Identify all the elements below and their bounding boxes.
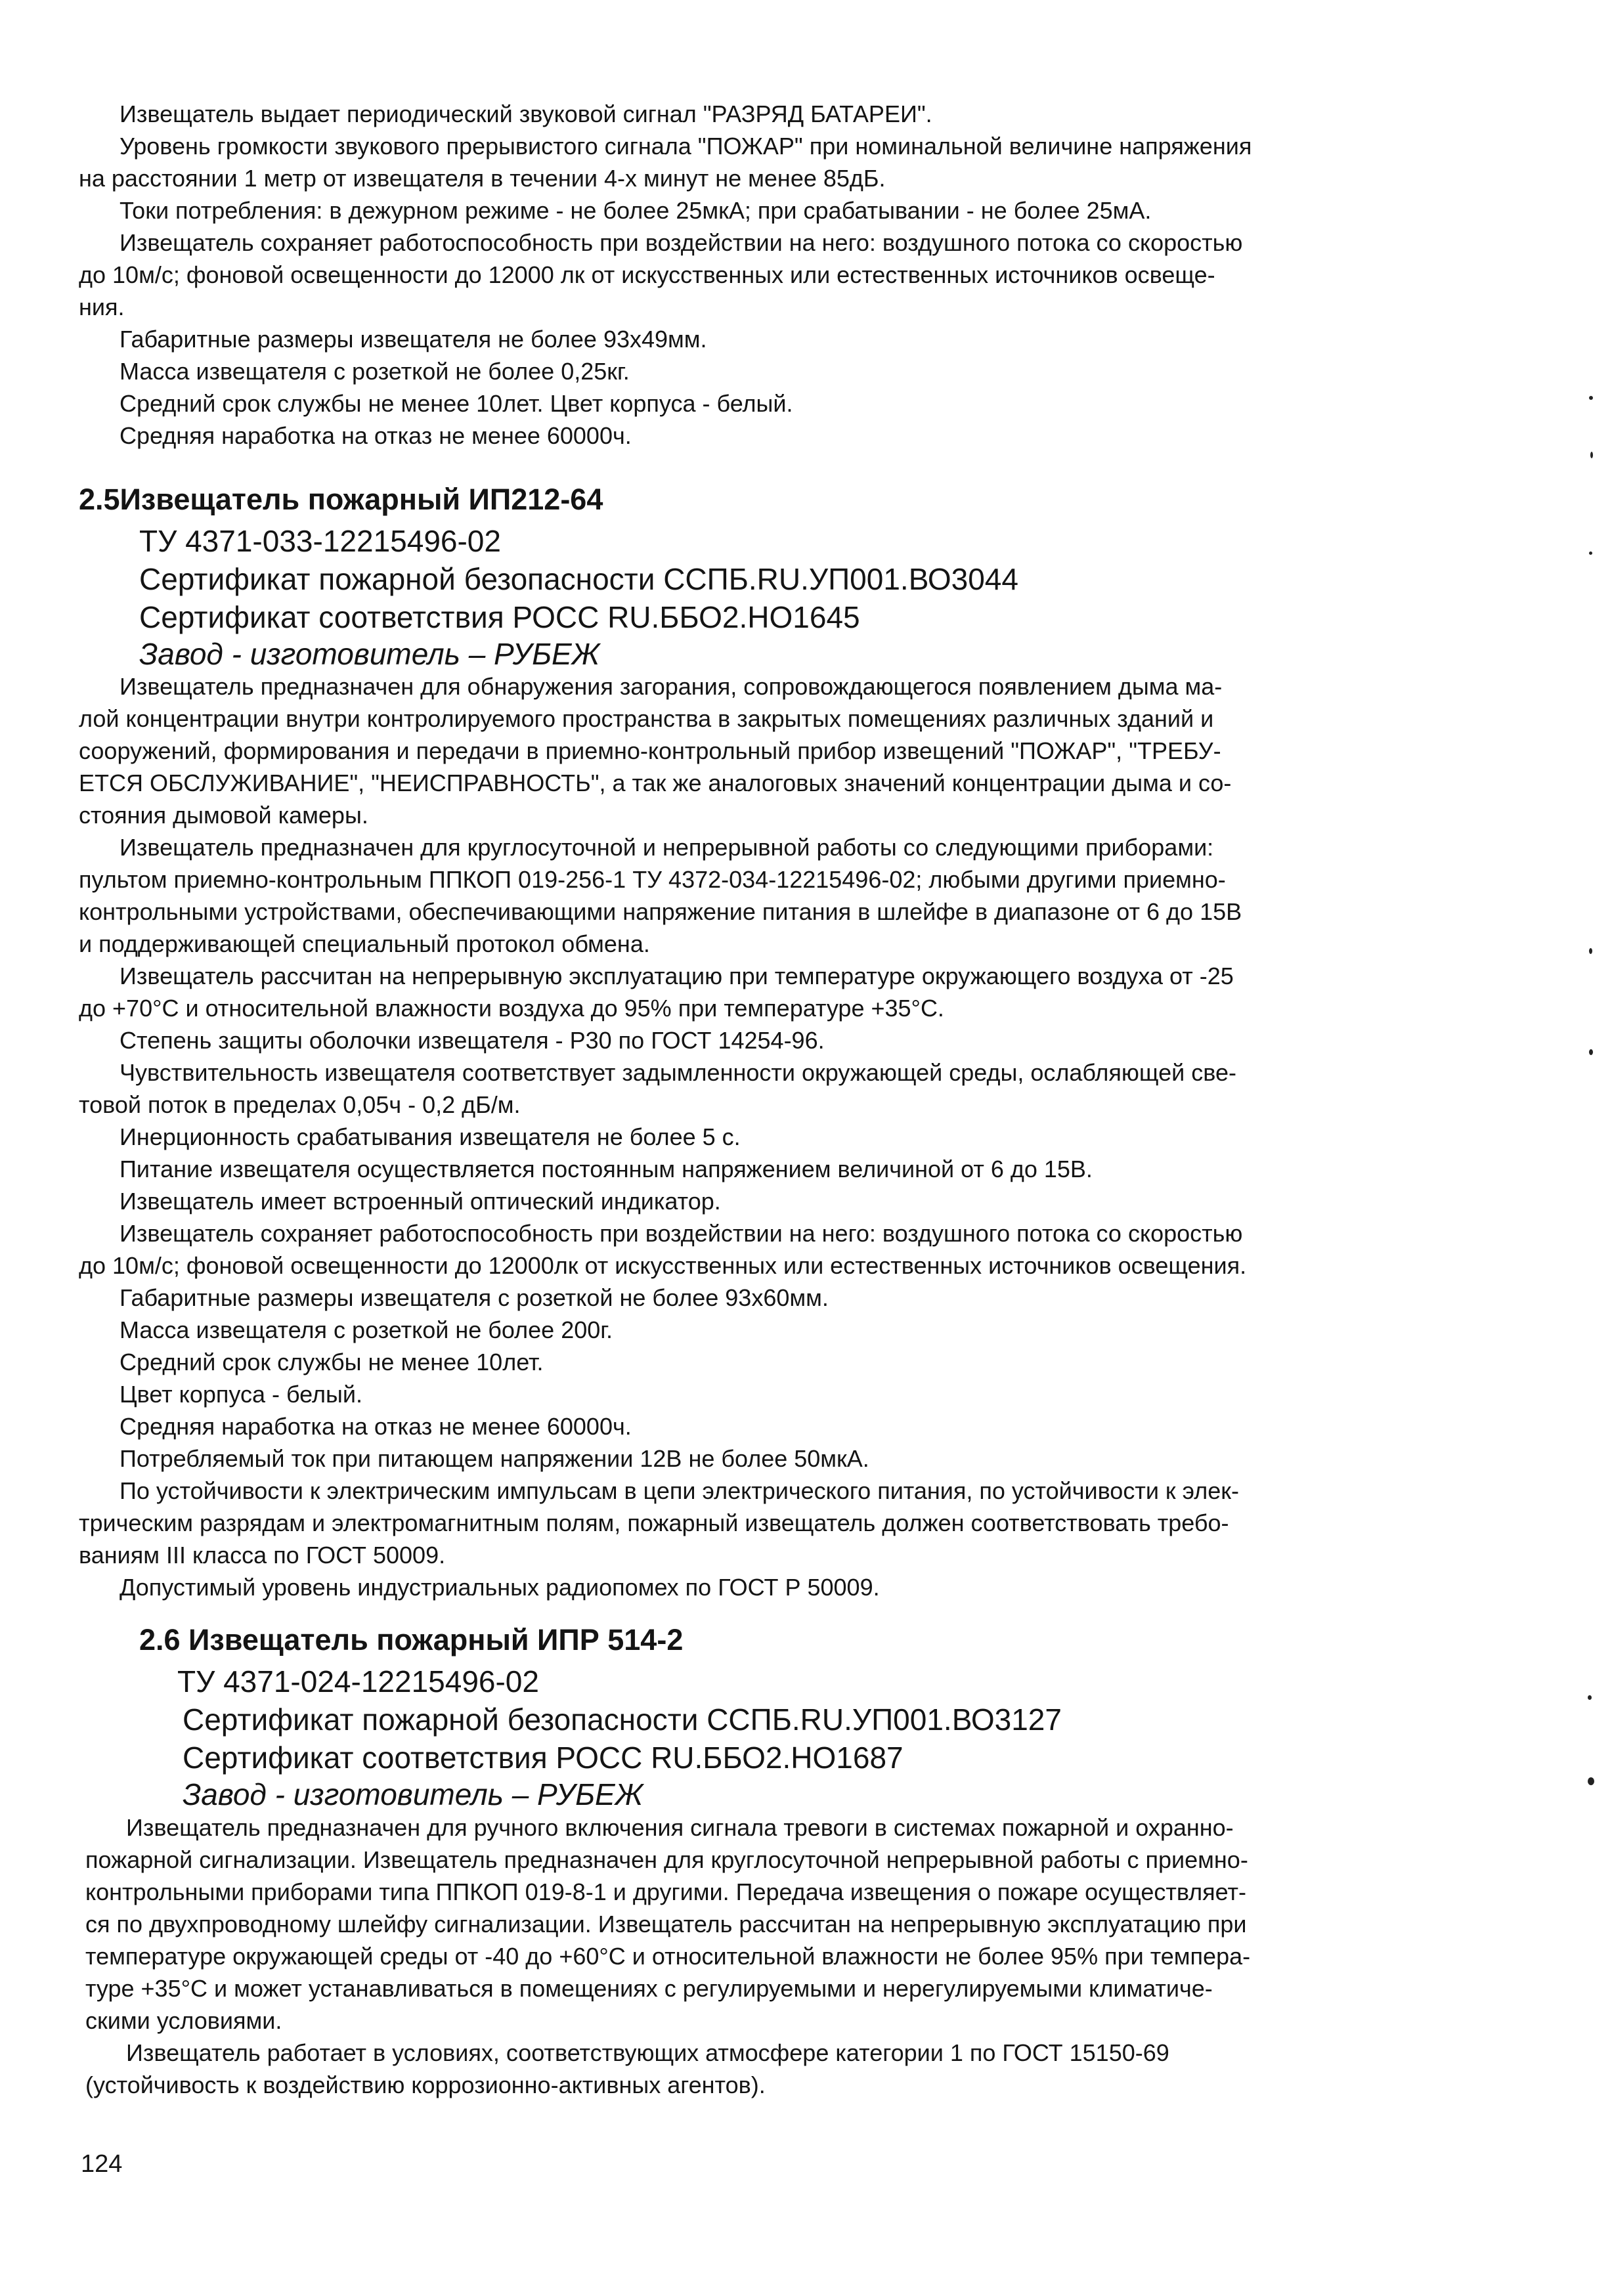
fire-safety-certificate: Сертификат пожарной безопасности ССПБ.RU.УП001.ВО3127: [183, 1702, 1062, 1737]
body-line: Масса извещателя с розеткой не более 200г.: [120, 1316, 613, 1343]
body-line: Инерционность срабатывания извещателя не более 5 с.: [120, 1123, 741, 1150]
body-line: температуре окружающей среды от -40 до +60°С и относительной влажности не более 95% при темпера-: [85, 1943, 1251, 1970]
conformity-certificate: Сертификат соответствия РОСС RU.ББО2.НО1645: [139, 600, 860, 634]
tu-code: ТУ 4371-033-12215496-02: [139, 524, 501, 558]
body-line: товой поток в пределах 0,05ч - 0,2 дБ/м.: [79, 1091, 521, 1118]
body-line: ся по двухпроводному шлейфу сигнализации. Извещатель рассчитан на непрерывную эксплуатацию при: [85, 1911, 1247, 1938]
intro-line: Средняя наработка на отказ не менее 60000ч.: [120, 422, 632, 449]
intro-line: Токи потребления: в дежурном режиме - не более 25мкА; при срабатывании - не более 25мА.: [120, 197, 1152, 224]
body-line: туре +35°С и может устанавливаться в помещениях с регулируемыми и нерегулируемыми климатиче-: [85, 1975, 1213, 2002]
scan-speck: [1589, 948, 1592, 954]
body-line: Извещатель предназначен для обнаружения загорания, сопровождающегося появлением дыма ма-: [120, 673, 1223, 700]
body-line: Средняя наработка на отказ не менее 60000ч.: [120, 1413, 632, 1440]
body-line: пультом приемно-контрольным ППКОП 019-256-1 ТУ 4372-034-12215496-02; любыми другими приемно-: [79, 866, 1226, 893]
body-line: Потребляемый ток при питающем напряжении 12В не более 50мкА.: [120, 1445, 869, 1472]
body-line: и поддерживающей специальный протокол обмена.: [79, 930, 650, 957]
body-line: до 10м/с; фоновой освещенности до 12000лк от искусственных или естественных источников освещения.: [79, 1252, 1247, 1279]
intro-line: Габаритные размеры извещателя не более 93х49мм.: [120, 326, 707, 353]
body-line: до +70°С и относительной влажности воздуха до 95% при температуре +35°С.: [79, 995, 944, 1022]
body-line: Питание извещателя осуществляется постоянным напряжением величиной от 6 до 15В.: [120, 1156, 1093, 1182]
manufacturer: Завод - изготовитель – РУБЕЖ: [183, 1777, 643, 1811]
body-line: контрольными устройствами, обеспечивающими напряжение питания в шлейфе в диапазоне от 6 до 15В: [79, 898, 1242, 925]
body-line: стояния дымовой камеры.: [79, 802, 368, 829]
intro-line: Средний срок службы не менее 10лет. Цвет корпуса - белый.: [120, 390, 793, 417]
body-line: Степень защиты оболочки извещателя - Р30 по ГОСТ 14254-96.: [120, 1027, 825, 1054]
body-line: Средний срок службы не менее 10лет.: [120, 1349, 544, 1375]
body-line: Извещатель предназначен для ручного включения сигнала тревоги в системах пожарной и охранно-: [126, 1814, 1234, 1841]
body-line: Извещатель предназначен для круглосуточной и непрерывной работы со следующими приборами:: [120, 834, 1214, 861]
body-line: лой концентрации внутри контролируемого пространства в закрытых помещениях различных зданий и: [79, 705, 1214, 732]
intro-line: на расстоянии 1 метр от извещателя в течении 4-х минут не менее 85дБ.: [79, 165, 886, 192]
body-line: Извещатель рассчитан на непрерывную эксплуатацию при температуре окружающего воздуха от -25: [120, 963, 1234, 989]
scan-speck: [1588, 1777, 1594, 1785]
fire-safety-certificate: Сертификат пожарной безопасности ССПБ.RU.УП001.ВО3044: [139, 562, 1018, 596]
body-line: пожарной сигнализации. Извещатель предназначен для круглосуточной непрерывной работы с приемно-: [85, 1846, 1248, 1873]
body-line: Габаритные размеры извещателя с розеткой не более 93х60мм.: [120, 1284, 829, 1311]
intro-line: до 10м/с; фоновой освещенности до 12000 лк от искусственных или естественных источников освеще-: [79, 261, 1215, 288]
body-line: ЕТСЯ ОБСЛУЖИВАНИЕ", "НЕИСПРАВНОСТЬ", а так же аналоговых значений концентрации дыма и со-: [79, 769, 1232, 796]
intro-line: Извещатель сохраняет работоспособность при воздействии на него: воздушного потока со скоростью: [120, 229, 1243, 256]
intro-line: Извещатель выдает периодический звуковой сигнал "РАЗРЯД БАТАРЕИ".: [120, 100, 932, 127]
scan-speck: [1589, 1049, 1593, 1055]
page-number: 124: [81, 2150, 123, 2178]
body-line: сооружений, формирования и передачи в приемно-контрольный прибор извещений "ПОЖАР", "ТРЕБУ-: [79, 737, 1221, 764]
body-line: Допустимый уровень индустриальных радиопомех по ГОСТ Р 50009.: [120, 1574, 880, 1601]
scan-speck: [1589, 396, 1593, 400]
section-heading: 2.6 Извещатель пожарный ИПР 514-2: [139, 1623, 684, 1657]
scan-speck: [1588, 1695, 1592, 1700]
body-line: Извещатель работает в условиях, соответствующих атмосфере категории 1 по ГОСТ 15150-69: [126, 2039, 1169, 2066]
body-line: контрольными приборами типа ППКОП 019-8-1 и другими. Передача извещения о пожаре осуществляет-: [85, 1878, 1246, 1905]
body-line: Извещатель имеет встроенный оптический индикатор.: [120, 1188, 721, 1215]
tu-code: ТУ 4371-024-12215496-02: [177, 1664, 539, 1699]
body-line: По устойчивости к электрическим импульсам в цепи электрического питания, по устойчивости к элек-: [120, 1477, 1240, 1504]
body-line: ваниям III класса по ГОСТ 50009.: [79, 1542, 446, 1569]
body-line: Извещатель сохраняет работоспособность при воздействии на него: воздушного потока со скоростью: [120, 1220, 1243, 1247]
scan-speck: [1589, 552, 1592, 555]
manufacturer: Завод - изготовитель – РУБЕЖ: [139, 637, 599, 671]
body-line: (устойчивость к воздействию коррозионно-активных агентов).: [85, 2071, 766, 2098]
scan-speck: [1590, 452, 1593, 458]
conformity-certificate: Сертификат соответствия РОСС RU.ББО2.НО1687: [183, 1741, 904, 1775]
intro-line: Масса извещателя с розеткой не более 0,25кг.: [120, 358, 630, 385]
body-line: Цвет корпуса - белый.: [120, 1381, 363, 1408]
section-heading: 2.5Извещатель пожарный ИП212-64: [79, 483, 603, 516]
intro-line: ния.: [79, 293, 125, 320]
body-line: Чувствительность извещателя соответствует задымленности окружающей среды, ослабляющей све-: [120, 1059, 1236, 1086]
body-line: скими условиями.: [85, 2007, 282, 2034]
intro-line: Уровень громкости звукового прерывистого сигнала "ПОЖАР" при номинальной величине напряжения: [120, 133, 1252, 160]
body-line: трическим разрядам и электромагнитным полям, пожарный извещатель должен соответствовать требо-: [79, 1509, 1229, 1536]
